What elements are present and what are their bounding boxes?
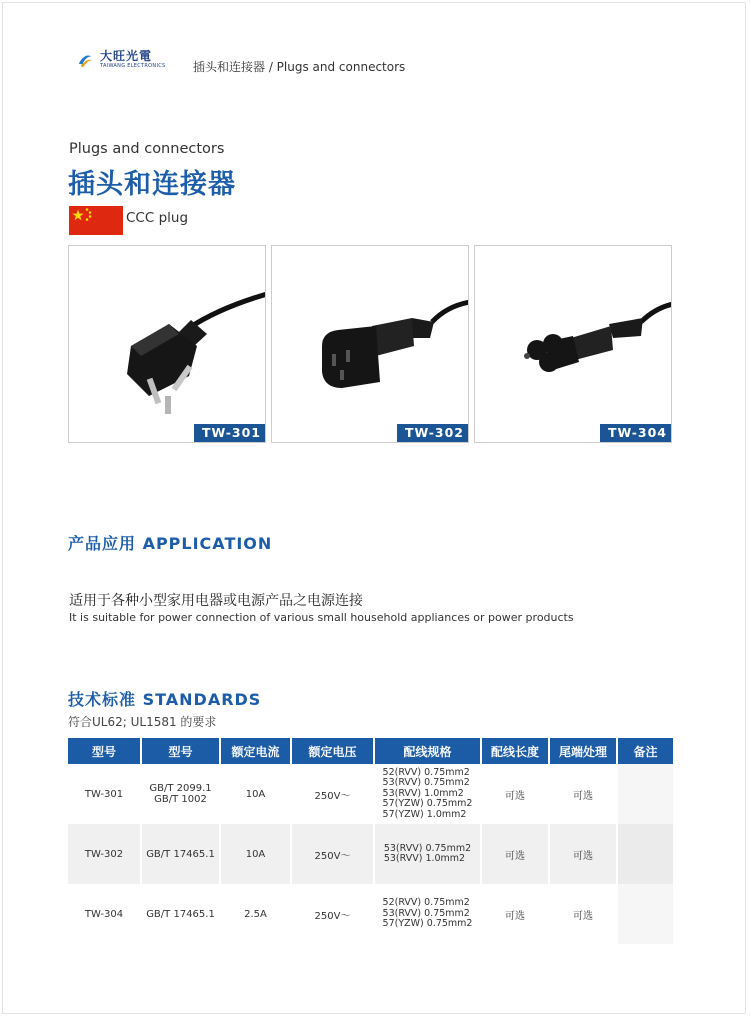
standard-line: GB/T 2099.1: [149, 783, 212, 794]
wire-line: 57(YZW) 1.0mm2: [382, 808, 467, 820]
cell-remark: [617, 884, 673, 944]
c13-connector-icon: [272, 246, 469, 443]
cell-end: 可选: [549, 824, 617, 884]
cell-remark: [617, 764, 673, 824]
subtitle-en: Plugs and connectors: [69, 141, 225, 157]
cell-end: 可选: [549, 884, 617, 944]
column-header: 额定电压: [291, 738, 374, 764]
cell-length: 可选: [481, 764, 549, 824]
wire-line: 57(YZW) 0.75mm2: [382, 798, 473, 810]
table-header-row: [68, 738, 673, 764]
cell-voltage: 250V〜: [291, 824, 374, 884]
cell-length: 可选: [481, 884, 549, 944]
cell-wire: [374, 884, 481, 944]
wire-line: 57(YZW) 0.75mm2: [382, 918, 473, 930]
cell-wire: [374, 764, 481, 824]
standards-heading: 技术标准 STANDARDS: [68, 690, 262, 709]
table-row: [68, 884, 673, 944]
standards-note: 符合UL62; UL1581 的要求: [68, 715, 217, 729]
logo-mark-icon: [76, 51, 94, 69]
cell-current: 10A: [220, 824, 291, 884]
ccc-label: CCC plug: [126, 210, 189, 226]
product-card-tw304: [474, 245, 672, 443]
company-logo: [76, 50, 166, 69]
cell-standard: GB/T 17465.1: [141, 884, 220, 944]
spec-table: [68, 738, 673, 944]
cell-model: TW-301: [68, 764, 141, 824]
cell-current: 2.5A: [220, 884, 291, 944]
model-tag: TW-304: [600, 424, 671, 442]
cell-voltage: 250V〜: [291, 764, 374, 824]
cell-length: 可选: [481, 824, 549, 884]
wire-line: 52(RVV) 0.75mm2: [382, 766, 470, 778]
wire-line: 53(RVV) 1.0mm2: [383, 853, 466, 864]
wire-line: 53(RVV) 1.0mm2: [382, 787, 464, 799]
cell-wire: [374, 824, 481, 884]
product-card-tw302: [271, 245, 469, 443]
model-tag: TW-301: [194, 424, 265, 442]
product-card-tw301: [68, 245, 266, 443]
column-header: 型号: [68, 738, 141, 764]
chinese-3-pin-plug-icon: [69, 246, 266, 443]
application-text-en: It is suitable for power connection of various small household appliances or power products: [69, 611, 574, 624]
column-header: 备注: [617, 738, 673, 764]
cell-voltage: 250V〜: [291, 884, 374, 944]
wire-line: 53(RVV) 0.75mm2: [382, 907, 470, 919]
logo-name-cn: 大旺光電: [100, 49, 153, 63]
cell-model: TW-302: [68, 824, 141, 884]
cell-end: 可选: [549, 764, 617, 824]
cell-remark: [617, 824, 673, 884]
application-heading: 产品应用 APPLICATION: [68, 534, 273, 553]
wire-line: 52(RVV) 0.75mm2: [382, 897, 470, 909]
table-row: [68, 824, 673, 884]
standard-line: GB/T 1002: [154, 794, 207, 805]
cell-standard: [141, 764, 220, 824]
column-header: 型号: [141, 738, 220, 764]
logo-name-en: TAIWANG ELECTRONICS: [100, 63, 166, 69]
column-header: 额定电流: [220, 738, 291, 764]
table-row: [68, 764, 673, 824]
header-title: 插头和连接器 / Plugs and connectors: [193, 60, 406, 74]
column-header: 配线规格: [374, 738, 481, 764]
application-text-cn: 适用于各种小型家用电器或电源产品之电源连接: [69, 593, 363, 609]
cell-standard: GB/T 17465.1: [141, 824, 220, 884]
wire-line: 53(RVV) 0.75mm2: [382, 777, 470, 789]
cell-model: TW-304: [68, 884, 141, 944]
cell-current: 10A: [220, 764, 291, 824]
column-header: 尾端处理: [549, 738, 617, 764]
page-title-cn: 插头和连接器: [68, 169, 236, 200]
china-flag-icon: [69, 206, 123, 235]
model-tag: TW-302: [397, 424, 468, 442]
column-header: 配线长度: [481, 738, 549, 764]
c5-connector-icon: [475, 246, 672, 443]
wire-line: 53(RVV) 0.75mm2: [383, 842, 472, 854]
